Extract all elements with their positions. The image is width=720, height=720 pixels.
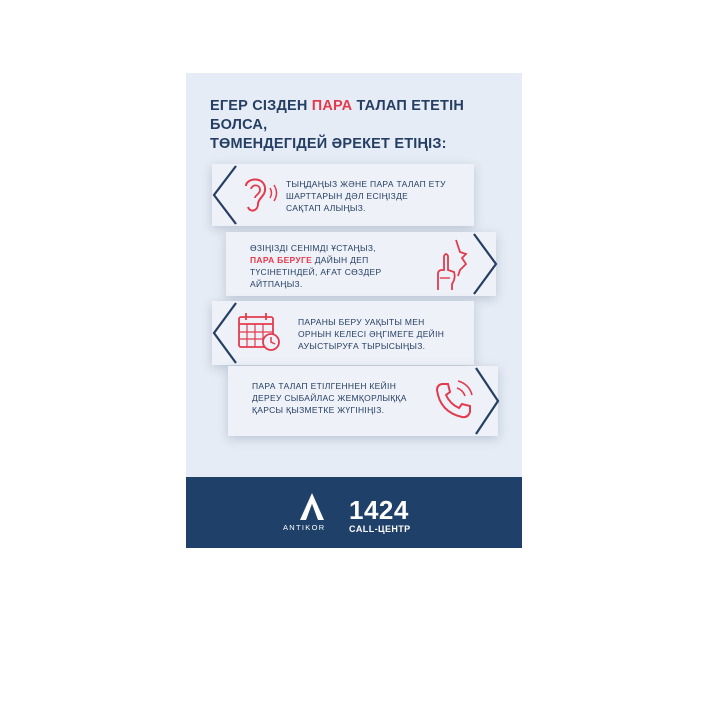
step-card-stay-calm — [226, 232, 496, 296]
step-4-text: ПАРА ТАЛАП ЕТІЛГЕННЕН КЕЙІН ДЕРЕУ СЫБАЙЛАС ЖЕМҚОРЛЫҚҚА ҚАРСЫ ҚЫЗМЕТКЕ ЖҮГІНІҢІЗ. — [252, 381, 407, 415]
anticorruption-poster — [186, 73, 522, 548]
call-center-label: CALL-ЦЕНТР — [349, 524, 411, 534]
poster-headline: ЕГЕР СІЗДЕН ПАРА ТАЛАП ЕТЕТІН БОЛСА, ТӨМЕНДЕГІДЕЙ ӘРЕКЕТ ЕТІҢІЗ: — [210, 98, 464, 152]
phone-ringing-icon — [432, 378, 476, 422]
step-2-text: ӨЗІҢІЗДІ СЕНІМДІ ҰСТАҢЫЗ, ПАРА БЕРУГЕ ДАЙЫН ДЕП ТҮСІНЕТІНДЕЙ, АҒАТ СӨЗДЕР АЙТПАҢЫЗ. — [250, 243, 382, 289]
step-1-text: ТЫҢДАҢЫЗ ЖӘНЕ ПАРА ТАЛАП ЕТУ ШАРТТАРЫН ДӘЛ ЕСІҢІЗДЕ САҚТАП АЛЫҢЫЗ. — [286, 179, 446, 213]
footer-bar — [186, 477, 522, 548]
step-card-reschedule — [212, 301, 474, 365]
headline-accent: ПАРА — [311, 98, 353, 114]
calendar-clock-icon — [236, 311, 282, 353]
call-center-number: 1424 — [349, 495, 409, 525]
ear-icon — [234, 174, 282, 216]
antikor-logo — [300, 493, 324, 520]
logo-text: ANTIKOR — [283, 523, 326, 532]
hush-gesture-icon — [434, 238, 474, 292]
step-card-report — [228, 366, 498, 436]
step-3-text: ПАРАНЫ БЕРУ УАҚЫТЫ МЕН ОРНЫН КЕЛЕСІ ӘҢГІМЕГЕ ДЕЙІН АУЫСТЫРУҒА ТЫРЫСЫҢЫЗ. — [298, 317, 445, 351]
step-card-listen — [212, 164, 474, 226]
